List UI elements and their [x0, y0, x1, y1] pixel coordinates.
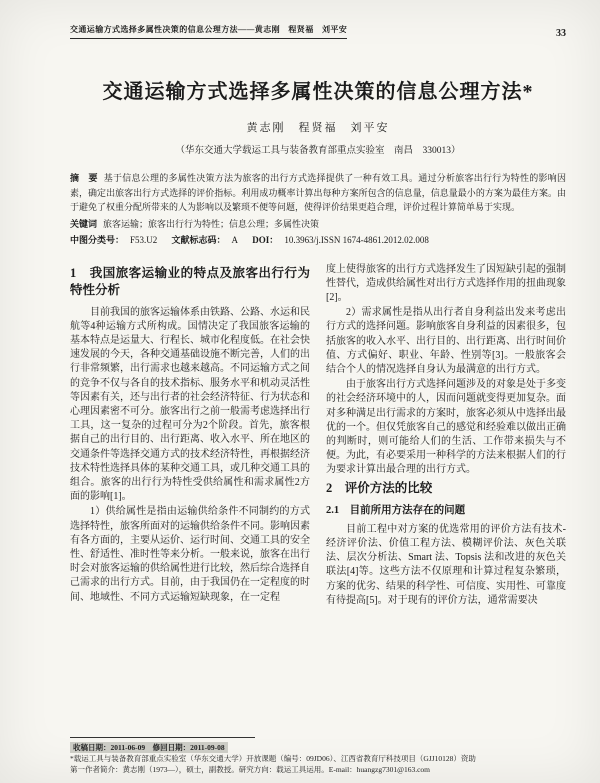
clc-value: F53.U2 — [130, 235, 158, 245]
doi-segment — [252, 235, 429, 245]
author-bio-note: 第一作者简介：黄志刚（1973—），硕士，副教授。研究方向：载运工具运用。E-mail：huangzg7301@163.com — [70, 765, 431, 774]
page-header — [70, 24, 566, 39]
doi-label: DOI： — [252, 235, 279, 245]
doc-code-label: 文献标志码： — [171, 235, 226, 245]
affiliation-line: （华东交通大学载运工具与装备教育部重点实验室 南昌 330013） — [175, 146, 461, 156]
running-header: 交通运输方式选择多属性决策的信息公理方法——黄志刚 程贤福 刘平安 — [70, 24, 347, 39]
body-paragraph: 由于旅客出行方式选择问题涉及的对象是处于多变的社会经济环境中的人，因而问题就变得更加复杂。面对多种满足出行需求的方案时，旅客必须从中选择出最优的一个。但仅凭旅客自己的感觉和经验难以做出正确的判断时，则可能给人们的生活、工作带来损失与不便。为此，有必要采用一种科学的方法来根据人们的行为要求计算出最合理的出行方式。 — [326, 379, 566, 476]
section-2-1-heading: 2.1 目前所用方法存在的问题 — [326, 504, 466, 516]
body-paragraph: 度上使得旅客的出行方式选择发生了因短缺引起的强制性替代，造成供给属性对出行方式选择作用的扭曲现象[2]。 — [326, 263, 566, 303]
body-paragraph: 2）需求属性是指从出行者自身利益出发来考虑出行方式的选择问题。影响旅客自身利益的因素很多，包括旅客的收入水平、出行目的、出行距离、出行时间价值、方式偏好、职业、年龄、性别等[3]。一般旅客会结合个人的情况选择自身认为最满意的出行方式。 — [326, 307, 566, 375]
received-dates: 收稿日期：2011-06-09 修回日期：2011-09-08 — [70, 742, 228, 753]
doi-value: 10.3963/j.ISSN 1674-4861.2012.02.008 — [284, 235, 429, 245]
page-number: 33 — [556, 28, 566, 39]
section-2-heading: 2 评价方法的比较 — [326, 480, 433, 495]
body-paragraph: 1）供给属性是指由运输供给条件不同制约的方式选择特性，旅客所面对的运输供给条件不同。影响因素有各方面的，主要从运价、运行时间、交通工具的安全性、舒适性、准时性等来分析。一般来说，旅客在出行时会对旅客运输的供给属性进行比较，然后综合选择自己需求的出行方式。目前，由于我国仍在一定程度的时间、地域性、不同方式运输短缺现象，在一定程 — [70, 506, 310, 603]
two-column-body — [70, 263, 566, 609]
keywords-line — [70, 217, 566, 232]
abstract-block — [70, 171, 566, 215]
body-paragraph: 目前我国的旅客运输体系由铁路、公路、水运和民航等4种运输方式所构成。国情决定了我国旅客运输的基本特点是运量大、行程长、城市化程度低。在社会快速发展的今天，各种交通基础设施不断完善，人们的出行非常频繁，出行需求也越来越高。不同运输方式之间的竞争不仅与各自的技术指标、服务水平和机动灵活性等因素有关，还与出行者的社会经济特征、行为状态和心理因素密不可分。旅客出行之前一般需考虑选择出行工具，这一复杂的过程可分为2个阶段。首先，旅客根据自己的出行目的、出行距离、收入水平、所在地区的交通条件等选择交通方式的技术经济特性，再根据经济技术特性选择具体的某种交通工具，或几种交通工具的组合。旅客的出行行为特性受供给属性和需求属性2方面的影响[1]。 — [70, 306, 310, 503]
left-column — [70, 263, 310, 609]
clc-label: 中图分类号： — [70, 235, 125, 245]
footnote-area — [70, 737, 566, 775]
section-1-heading: 1 我国旅客运输业的特点及旅客出行行为特性分析 — [70, 265, 310, 297]
doc-code-segment — [172, 235, 239, 245]
body-paragraph: 目前工程中对方案的优选常用的评价方法有技术-经济评价法、价值工程方法、模糊评价法、灰色关联法、层次分析法、Smart 法、Topsis 法和改进的灰色关联法[4]等。这些方法不仅原理和计算过程复杂繁琐，方案的优劣、结果的科学性、可信度、实用性、可靠度有待提高[5]。对于现有的评价方法，通常需要决 — [326, 523, 566, 606]
authors-line: 黄志刚 程贤福 刘平安 — [246, 122, 390, 134]
abstract-label: 摘 要 — [70, 173, 98, 183]
footnote-rule — [70, 737, 255, 738]
keywords-label: 关键词 — [70, 218, 98, 229]
paper-title: 交通运输方式选择多属性决策的信息公理方法* — [102, 81, 534, 103]
abstract-text: 基于信息公理的多属性决策方法为旅客的出行方式选择提供了一种有效工具。通过分析旅客出行行为特性的影响因素，确定出旅客出行方式选择的评价指标。利用成功概率计算出每种方案所包含的信息量，信息量最小的方案为最佳方案。由于避免了权重分配所带来的人为影响以及繁琐不便等问题，使得评价结果更趋合理，评价过程计算简单易于实现。 — [70, 173, 566, 212]
right-column — [326, 263, 566, 609]
doc-code-value: A — [231, 235, 239, 245]
funding-note: *载运工具与装备教育部重点实验室（华东交通大学）开放课题（编号：09JD06）、江西省教育厅科技项目（GJJ10128）资助 — [70, 754, 476, 763]
keywords-text: 旅客运输；旅客出行行为特性；信息公理；多属性决策 — [103, 218, 320, 229]
classification-line — [70, 233, 566, 248]
clc-segment — [70, 235, 157, 245]
received-dates-line — [70, 742, 566, 753]
